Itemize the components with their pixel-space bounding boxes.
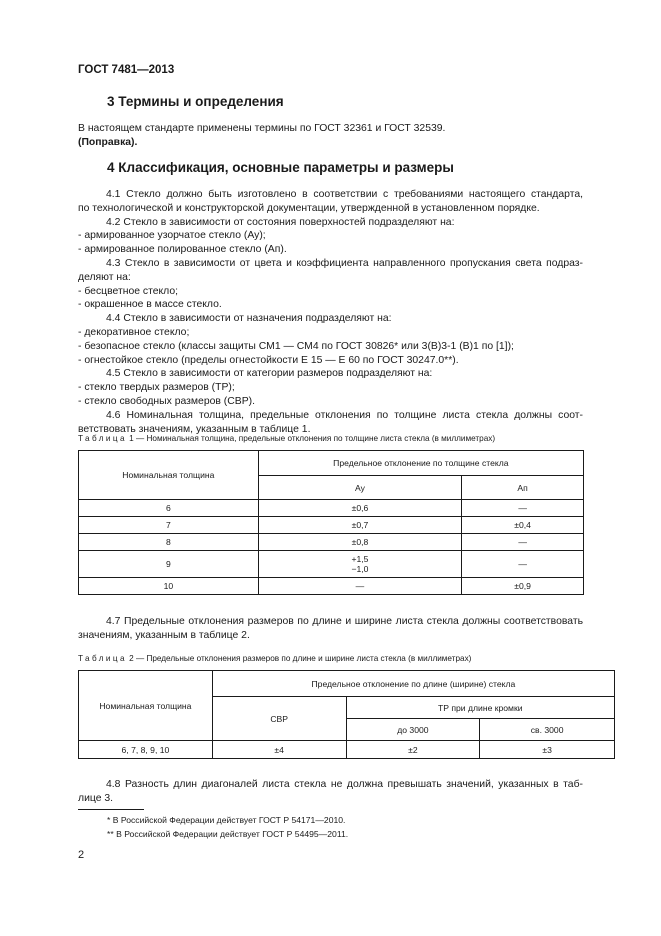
footnote-divider xyxy=(78,809,144,810)
p46-line2: ветствовать значениям, указанным в таблице 1. xyxy=(78,423,311,435)
table-row xyxy=(79,578,584,595)
table2-col-upto: до 3000 xyxy=(346,719,480,741)
section-3-text: В настоящем стандарте применены термины по ГОСТ 32361 и ГОСТ 32539. xyxy=(78,123,446,134)
table1-cell-ap: — xyxy=(462,500,584,517)
table1-cell-au xyxy=(258,551,462,578)
table1-caption xyxy=(78,434,495,443)
p43-line1: 4.3 Стекло в зависимости от цвета и коэффициента направленного пропускания света подраз- xyxy=(106,257,583,269)
table1-caption-label: Таблица xyxy=(78,434,127,443)
p43-line2: деляют на: xyxy=(78,271,131,283)
table2-caption xyxy=(78,654,471,663)
p42-item1: - армированное узорчатое стекло (Ау); xyxy=(78,230,266,242)
table2-caption-label: Таблица xyxy=(78,654,127,663)
p42-item2: - армированное полированное стекло (Ап). xyxy=(78,244,287,256)
p48-line1: 4.8 Разность длин диагоналей листа стекла не должна превышать значений, указанных в таб- xyxy=(106,779,583,790)
table1-cell-ap: ±0,4 xyxy=(462,517,584,534)
table1-col-au: Ау xyxy=(258,476,462,500)
table1-cell-ap: — xyxy=(462,551,584,578)
p44-item3: - огнестойкое стекло (пределы огнестойкости Е 15 — Е 60 по ГОСТ 30247.0**). xyxy=(78,354,459,366)
table-row xyxy=(79,500,584,517)
p43-item1: - бесцветное стекло; xyxy=(78,285,179,297)
footnote-2: ** В Российской Федерации действует ГОСТ Р 54495—2011. xyxy=(107,829,349,839)
p48-line2: лице 3. xyxy=(78,792,114,804)
p43-item2: - окрашенное в массе стекло. xyxy=(78,299,222,311)
p47-line2: значениям, указанным в таблице 2. xyxy=(78,629,250,641)
p45-item2: - стекло свободных размеров (СВР). xyxy=(78,395,255,407)
section-4-title: 4 Классификация, основные параметры и размеры xyxy=(107,160,454,175)
table2-col-tr: ТР при длине кромки xyxy=(346,697,614,719)
p44-item1: - декоративное стекло; xyxy=(78,326,190,338)
page-number: 2 xyxy=(78,849,85,861)
table1-cell-au-upper: +1,5 xyxy=(351,554,369,564)
table2-caption-text: 2 — Предельные отклонения размеров по длине и ширине листа стекла (в миллиметрах) xyxy=(126,654,472,663)
footnote-1: * В Российской Федерации действует ГОСТ Р 54171—2010. xyxy=(107,815,346,825)
table1-head-deviation: Предельное отклонение по толщине стекла xyxy=(258,451,583,476)
table1-cell-au: ±0,8 xyxy=(258,534,462,551)
table2-head-deviation: Предельное отклонение по длине (ширине) стекла xyxy=(212,671,614,697)
p45: 4.5 Стекло в зависимости от категории размеров подразделяют на: xyxy=(106,368,433,380)
table2-cell-svr: ±4 xyxy=(212,741,346,759)
section-3-note: (Поправка). xyxy=(78,136,138,148)
table1-cell-ap: — xyxy=(462,534,584,551)
table1-cell-ap: ±0,9 xyxy=(462,578,584,595)
p41-line2: по технологической и конструкторской документации, утвержденной в установленном порядке. xyxy=(78,202,540,214)
table1-head-thickness: Номинальная толщина xyxy=(79,451,259,500)
p47-line1: 4.7 Предельные отклонения размеров по длине и ширине листа стекла должны соответствовать xyxy=(106,616,583,627)
p41-line1: 4.1 Стекло должно быть изготовлено в соответствии с требованиями настоящего стандарта, xyxy=(106,189,583,200)
table-row xyxy=(79,517,584,534)
table1-cell-au: ±0,6 xyxy=(258,500,462,517)
section-3-body xyxy=(78,122,583,150)
document-header: ГОСТ 7481—2013 xyxy=(78,64,175,76)
table2-col-svr: СВР xyxy=(212,697,346,741)
table2-cell-upto: ±2 xyxy=(346,741,480,759)
table1-cell-thickness: 9 xyxy=(79,551,259,578)
table1-cell-au: ±0,7 xyxy=(258,517,462,534)
p44-item2: - безопасное стекло (классы защиты СМ1 — СМ4 по ГОСТ 30826* или 3(В)3-1 (В)1 по [1]); xyxy=(78,340,514,352)
table1-cell-au-lower: −1,0 xyxy=(351,564,369,574)
p42: 4.2 Стекло в зависимости от состояния поверхностей подразделяют на: xyxy=(106,216,455,228)
table2-cell-over: ±3 xyxy=(480,741,615,759)
paragraph-4-8 xyxy=(78,778,583,806)
table-row xyxy=(79,534,584,551)
table1-col-ap: Ап xyxy=(462,476,584,500)
p46-line1: 4.6 Номинальная толщина, предельные отклонения по толщине листа стекла должны соот- xyxy=(106,409,583,421)
table2-head-thickness: Номинальная толщина xyxy=(79,671,213,741)
p45-item1: - стекло твердых размеров (ТР); xyxy=(78,382,235,394)
table-row xyxy=(79,741,615,759)
section-4-body xyxy=(78,188,583,436)
table1-cell-thickness: 10 xyxy=(79,578,259,595)
section-3-title: 3 Термины и определения xyxy=(107,94,284,109)
p44: 4.4 Стекло в зависимости от назначения подразделяют на: xyxy=(106,313,392,325)
table-1 xyxy=(78,450,584,595)
table1-cell-au: — xyxy=(258,578,462,595)
table2-col-over: св. 3000 xyxy=(480,719,615,741)
table-row xyxy=(79,551,584,578)
table1-caption-text: 1 — Номинальная толщина, предельные отклонения по толщине листа стекла (в миллиметрах) xyxy=(126,434,496,443)
table1-cell-thickness: 6 xyxy=(79,500,259,517)
table1-cell-thickness: 8 xyxy=(79,534,259,551)
paragraph-4-7 xyxy=(78,615,583,643)
table2-cell-thickness: 6, 7, 8, 9, 10 xyxy=(79,741,213,759)
table1-cell-thickness: 7 xyxy=(79,517,259,534)
table-2 xyxy=(78,670,615,759)
